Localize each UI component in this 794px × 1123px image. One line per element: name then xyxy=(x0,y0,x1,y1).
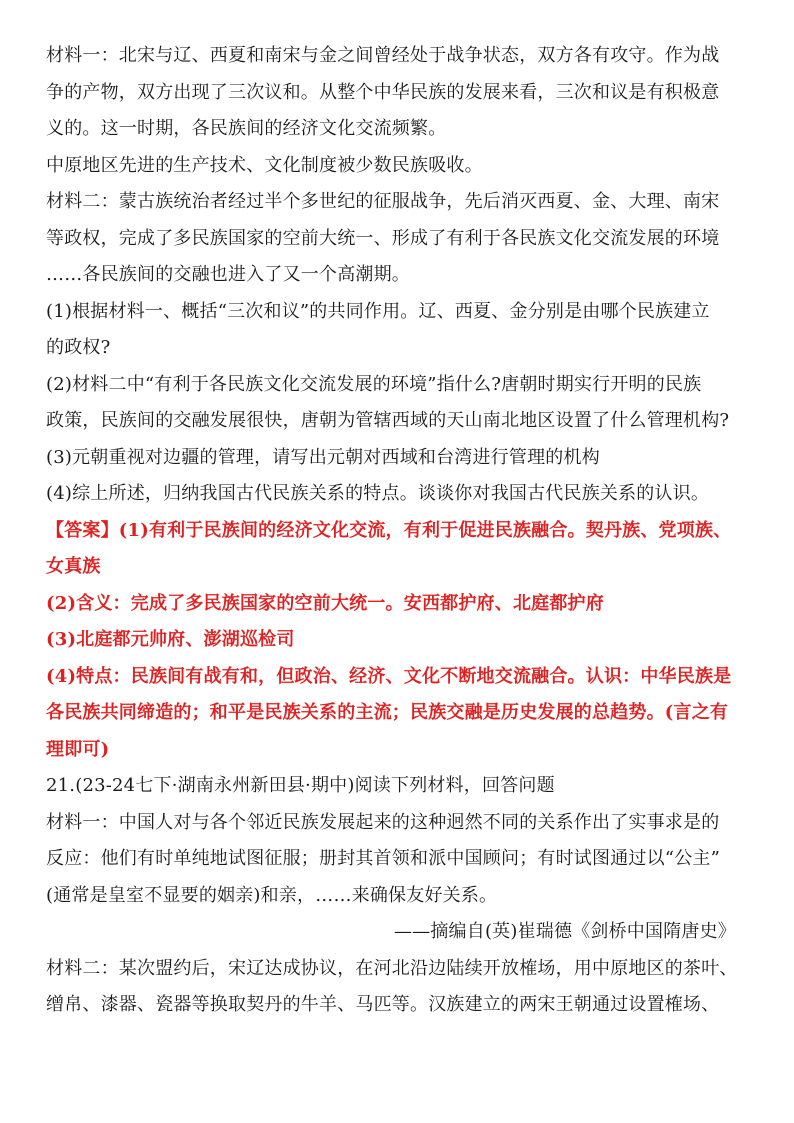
answer-line: 理即可) xyxy=(46,738,110,760)
text-line: 争的产物，双方出现了三次议和。从整个中华民族的发展来看，三次和议是有积极意 xyxy=(46,81,720,103)
question-line: 的政权? xyxy=(46,337,111,358)
text-line: 材料一：北宋与辽、西夏和南宋与金之间曾经处于战争状态，双方各有攻守。作为战 xyxy=(46,45,720,66)
question-line: (3)元朝重视对边疆的管理，请写出元朝对西域和台湾进行管理的机构 xyxy=(46,446,600,468)
question-line: (4)综上所述，归纳我国古代民族关系的特点。谈谈你对我国古代民族关系的认识。 xyxy=(46,483,710,504)
text-line: 缯帛、漆器、瓷器等换取契丹的牛羊、马匹等。汉族建立的两宋王朝通过设置榷场、 xyxy=(46,994,720,1015)
material-one-section xyxy=(46,38,744,184)
text-line: 材料二：蒙古族统治者经过半个多世纪的征服战争，先后消灭西夏、金、大理、南宋 xyxy=(46,191,720,212)
source-citation: ——摘编自(英)崔瑞德《剑桥中国隋唐史》 xyxy=(393,921,736,942)
question-line: (1)根据材料一、概括“三次和议”的共同作用。辽、西夏、金分别是由哪个民族建立 xyxy=(46,300,710,322)
text-line: 中原地区先进的生产技术、文化制度被少数民族吸收。 xyxy=(46,154,483,176)
text-line: 等政权，完成了多民族国家的空前大统一、形成了有利于各民族文化交流发展的环境 xyxy=(46,227,720,249)
text-line: 反应：他们有时单纯地试图征服；册封其首领和派中国顾问；有时试图通过以“公主” xyxy=(46,848,721,869)
answer-line: 女真族 xyxy=(46,556,101,577)
answer-line: (3)北庭都元帅府、澎湖巡检司 xyxy=(46,629,295,650)
question-line: (2)材料二中“有利于各民族文化交流发展的环境”指什么?唐朝时期实行开明的民族 xyxy=(46,373,702,395)
text-line: 义的。这一时期，各民族间的经济文化交流频繁。 xyxy=(46,118,447,139)
text-line: (通常是皇室不显要的姻亲)和亲，……来确保友好关系。 xyxy=(46,884,498,906)
answer-line: (4)特点：民族间有战有和，但政治、经济、文化不断地交流融合。认识：中华民族是 xyxy=(46,665,732,687)
question-line: 政策，民族间的交融发展很快，唐朝为管辖西域的天山南北地区设置了什么管理机构? xyxy=(46,410,730,431)
answer-line: 【答案】(1)有利于民族间的经济文化交流，有利于促进民族融合。契丹族、党项族、 xyxy=(46,519,732,541)
question-21-section xyxy=(46,768,744,1024)
text-line: ……各民族间的交融也进入了又一个高潮期。 xyxy=(46,264,410,285)
question-21-header: 21.(23-24七下·湖南永州新田县·期中)阅读下列材料，回答问题 xyxy=(46,775,555,796)
text-line: 材料二：某次盟约后，宋辽达成协议，在河北沿边陆续开放榷场，用中原地区的茶叶、 xyxy=(46,957,738,979)
text-line: 材料一：中国人对与各个邻近民族发展起来的这种迥然不同的关系作出了实事求是的 xyxy=(46,811,720,833)
questions-section xyxy=(46,294,744,513)
answer-section xyxy=(46,513,744,769)
material-two-section xyxy=(46,184,744,294)
answer-line: (2)含义：完成了多民族国家的空前大统一。安西都护府、北庭都护府 xyxy=(46,592,604,614)
answer-line: 各民族共同缔造的；和平是民族关系的主流；民族交融是历史发展的总趋势。(言之有 xyxy=(46,702,729,723)
